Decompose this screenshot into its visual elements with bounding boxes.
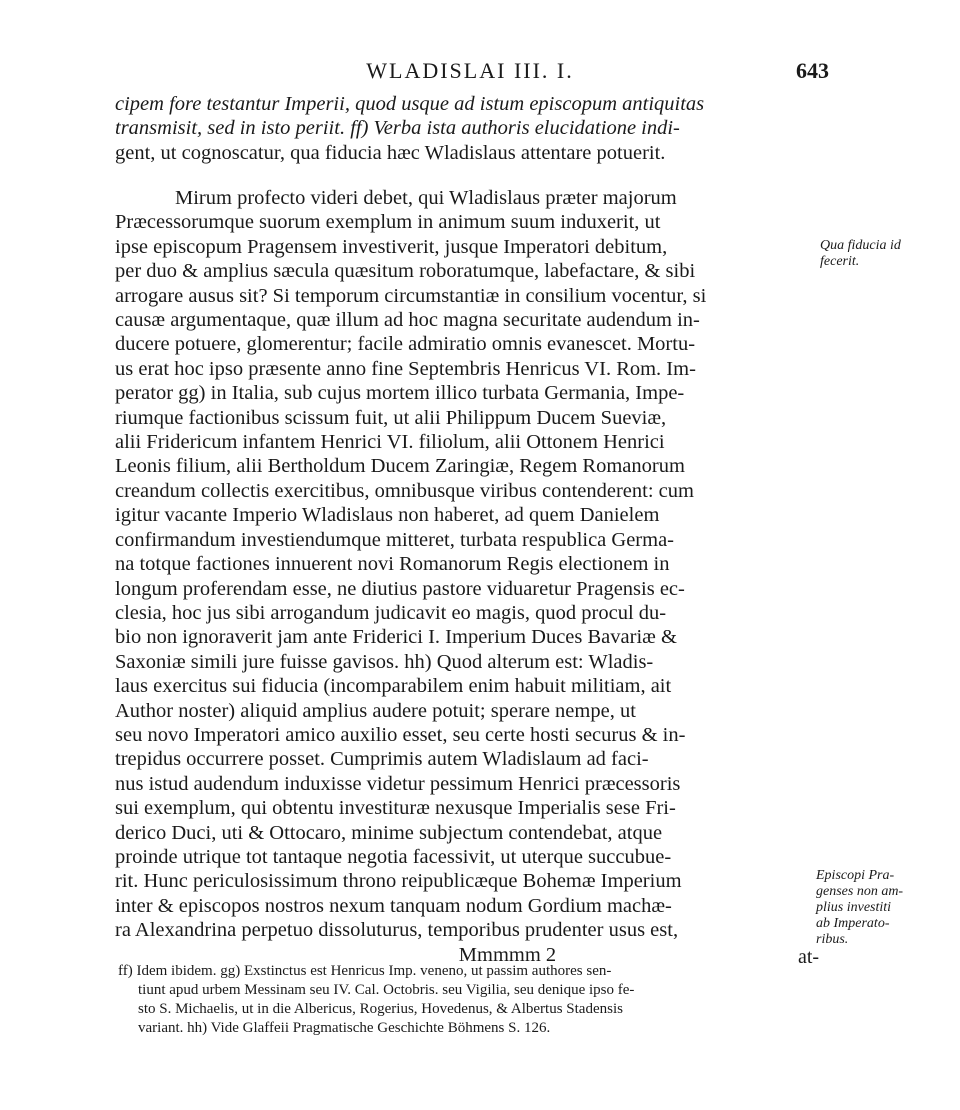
margin-note-line: Episcopi Pra- <box>816 868 895 883</box>
text-line: Author noster) aliquid amplius audere potuit; sperare nempe, ut <box>115 699 636 722</box>
margin-note-line: ab Imperato- <box>816 916 890 931</box>
text-line: seu novo Imperatori amico auxilio esset, seu certe hosti securus & in- <box>115 723 686 746</box>
text-line: clesia, hoc jus sibi arrogandum judicavit eo magis, quod procul du- <box>115 601 667 624</box>
margin-note-line: plius investiti <box>816 900 892 915</box>
text-line: alii Fridericum infantem Henrici VI. filiolum, alii Ottonem Henrici <box>115 431 665 454</box>
text-line: Præcessorumque suorum exemplum in animum suum induxerit, ut <box>115 211 661 234</box>
footnote-line: ff) Idem ibidem. gg) Exstinctus est Henricus Imp. veneno, ut passim authores sen- <box>118 963 612 979</box>
text-line: gent, ut cognoscatur, qua fiducia hæc Wladislaus attentare potuerit. <box>115 141 666 164</box>
margin-note-line: fecerit. <box>820 254 860 269</box>
text-line: Mirum profecto videri debet, qui Wladislaus præter majorum <box>175 187 677 209</box>
text-line: Saxoniæ simili jure fuisse gavisos. hh) Quod alterum est: Wladis- <box>115 650 654 673</box>
text-line: trepidus occurrere posset. Cumprimis autem Wladislaum ad faci- <box>115 748 649 771</box>
text-line: rit. Hunc periculosissimum throno reipublicæque Bohemæ Imperium <box>115 870 682 893</box>
text-line: causæ argumentaque, quæ illum ad hoc magna securitate audendum in- <box>115 309 700 332</box>
text-line: arrogare ausus sit? Si temporum circumstantiæ in consilium vocentur, si <box>115 284 707 307</box>
text-line: ra Alexandrina perpetuo dissoluturus, temporibus prudenter usus est, <box>115 919 679 942</box>
margin-note-line: ribus. <box>816 932 849 947</box>
footnote-line: sto S. Michaelis, ut in die Albericus, Rogerius, Hovedenus, & Albertus Stadensis <box>138 1001 623 1017</box>
text-line: longum proferendam esse, ne diutius pastore viduaretur Pragensis ec- <box>115 577 685 600</box>
text-line: transmisit, sed in isto periit. ff) Verba ista authoris elucidatione indi- <box>115 117 680 140</box>
footnote-line: tiunt apud urbem Messinam seu IV. Cal. Octobris. seu Vigilia, seu denique ipso fe- <box>138 982 635 998</box>
margin-note-line: genses non am- <box>816 884 904 899</box>
text-line: confirmandum investiendumque mitteret, turbata respublica Germa- <box>115 528 675 551</box>
text-line: cipem fore testantur Imperii, quod usque ad istum episcopum antiquitas <box>115 93 705 115</box>
text-line: per duo & amplius sæcula quæsitum roboratumque, labefactare, & sibi <box>115 260 696 283</box>
text-line: laus exercitus sui fiducia (incomparabilem enim habuit militiam, ait <box>115 675 672 698</box>
text-line: ducere potuere, glomerentur; facile admiratio omnis evanescet. Mortu- <box>115 333 696 356</box>
text-line: na totque factiones innuerent novi Romanorum Regis electionem in <box>115 553 670 576</box>
paragraph-main <box>115 186 820 967</box>
text-line: bio non ignoraverit jam ante Friderici I. Imperium Duces Bavariæ & <box>115 626 677 649</box>
margin-note-episcopi <box>816 868 946 948</box>
text-line: creandum collectis exercitibus, omnibusque viribus contenderent: cum <box>115 479 694 502</box>
text-line: us erat hoc ipso præsente anno fine Septembris Henricus VI. Rom. Im- <box>115 357 696 380</box>
text-line: proinde utrique tot tantaque negotia facessivit, ut uterque succubue- <box>115 845 672 868</box>
text-line: inter & episcopos nostros nexum tanquam nodum Gordium machæ- <box>115 894 672 917</box>
paragraph-continued <box>115 92 820 165</box>
footnote-line: variant. hh) Vide Glaffeii Pragmatische Geschichte Böhmens S. 126. <box>138 1020 551 1036</box>
footnotes <box>118 962 823 1038</box>
signature-mark: Mmmmm 2 <box>458 943 557 966</box>
text-line: riumque factionibus scissum fuit, ut alii Philippum Ducem Sueviæ, <box>115 406 667 429</box>
page-header <box>115 58 829 88</box>
text-line: perator gg) in Italia, sub cujus mortem illico turbata Germania, Impe- <box>115 382 685 405</box>
margin-note-fiducia <box>820 238 950 270</box>
text-line: ipse episcopum Pragensem investiverit, jusque Imperatori debitum, <box>115 235 668 258</box>
text-line: sui exemplum, qui obtentu investituræ nexusque Imperialis sese Fri- <box>115 797 676 820</box>
running-head: WLADISLAI III. I. <box>366 58 574 83</box>
margin-note-line: Qua fiducia id <box>820 238 901 253</box>
catchword: at- <box>798 946 820 968</box>
text-line: igitur vacante Imperio Wladislaus non haberet, ad quem Danielem <box>115 504 660 527</box>
page-number: 643 <box>796 58 829 83</box>
text-line: derico Duci, uti & Ottocaro, minime subjectum contendebat, atque <box>115 821 663 844</box>
text-line: nus istud audendum induxisse videtur pessimum Henrici præcessoris <box>115 772 681 795</box>
text-line: Leonis filium, alii Bertholdum Ducem Zaringiæ, Regem Romanorum <box>115 455 685 478</box>
